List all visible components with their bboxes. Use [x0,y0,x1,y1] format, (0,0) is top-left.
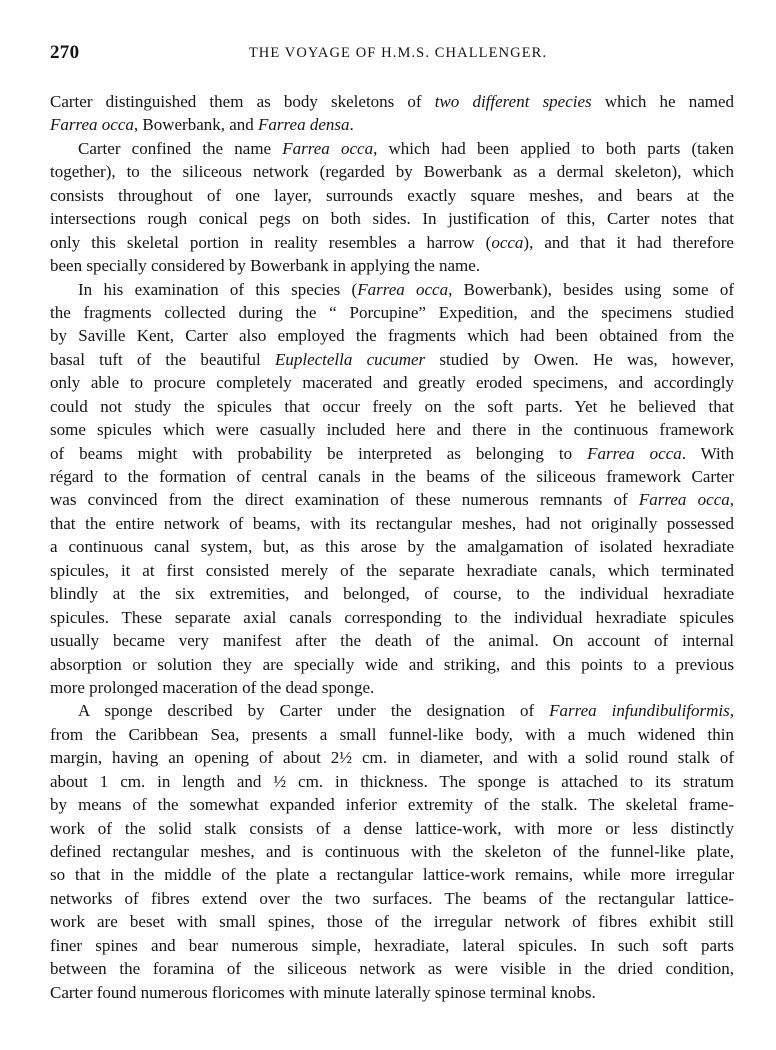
text-segment: . [349,115,354,135]
text-line [50,676,734,699]
italic-term: Farrea occa [50,115,134,135]
text-line [50,113,734,136]
text-segment: of beams might with probability be interpreted as belonging to [50,443,588,463]
text-segment: work are beset with small spines, those of the irregular network of fibres exhibit still [50,912,734,932]
text-line [50,863,734,886]
text-line [50,910,734,933]
text-line [50,348,734,371]
text-line [50,301,734,324]
text-segment: about 1 cm. in length and ½ cm. in thickness. The sponge is attached to its stratum [50,771,734,791]
text-segment: so that in the middle of the plate a rectangular lattice-work remains, while more irregular [50,865,734,885]
text-segment: régard to the formation of central canals in the beams of the siliceous framework Carter [50,467,734,486]
text-line [50,629,734,652]
page-number: 270 [50,42,80,63]
text-line [50,840,734,863]
text-segment: some spicules which were casually included here and there in the continuous framework [50,420,734,440]
italic-term: Farrea occa [357,279,449,299]
text-segment: usually became very manifest after the death of the animal. On account of internal [50,631,734,651]
text-line [50,582,734,605]
text-segment: more prolonged maceration of the dead sponge. [50,677,375,697]
text-segment: by means of the somewhat expanded inferior extremity of the stalk. The skeletal frame- [50,795,734,815]
text-line [50,746,734,769]
text-line [50,278,734,301]
text-segment: , [729,701,734,721]
text-segment: consists throughout of one layer, surrounds exactly square meshes, and bears at the [50,185,734,205]
text-segment: which he named [591,92,735,111]
text-segment: Carter distinguished them as body skeletons of [50,92,435,111]
italic-term: Farrea occa [282,138,374,158]
text-segment: , which had been applied to both parts (taken [373,138,735,158]
text-line [50,465,734,488]
text-line [50,512,734,535]
text-line [50,231,734,254]
text-segment: the fragments collected during the “ Porcupine” Expedition, and the specimens studied [50,302,734,322]
text-segment: been specially considered by Bowerbank in applying the name. [50,256,481,276]
text-line [50,653,734,676]
text-segment: . With [681,443,734,463]
text-line [50,90,734,113]
body-text [50,90,734,1004]
text-line [50,207,734,230]
text-line [50,137,734,160]
text-segment: ), and that it had therefore [523,232,734,252]
italic-term: Farrea occa [587,443,682,463]
text-segment: absorption or solution they are specially wide and striking, and this points to a previous [50,654,734,674]
text-line [50,442,734,465]
text-line [50,723,734,746]
text-line [50,981,734,1004]
text-line [50,793,734,816]
text-segment: work of the solid stalk consists of a dense lattice-work, with more or less distinctly [50,818,734,838]
text-line [50,395,734,418]
text-segment: Carter found numerous floricomes with minute laterally spinose terminal knobs. [50,982,596,1002]
text-segment: from the Caribbean Sea, presents a small funnel-like body, with a much widened thin [50,724,734,744]
text-line [50,606,734,629]
text-segment: margin, having an opening of about 2½ cm. in diameter, and with a solid round stalk of [50,748,734,768]
text-segment: between the foramina of the siliceous network as were visible in the dried condition, [50,959,734,979]
running-head [50,42,734,66]
text-segment: blindly at the six extremities, and belonged, of course, to the individual hexradiate [50,584,734,604]
text-line [50,160,734,183]
text-segment: In his examination of this species ( [78,279,358,299]
text-line [50,699,734,722]
text-segment: finer spines and bear numerous simple, hexradiate, lateral spicules. In such soft parts [50,935,734,955]
text-line [50,371,734,394]
italic-term: Euplectella cucumer [274,349,426,369]
text-line [50,488,734,511]
text-segment: that the entire network of beams, with its rectangular meshes, had not originally possessed [50,513,734,533]
text-segment: , Bowerbank), besides using some of [448,279,734,299]
text-segment: together), to the siliceous network (regarded by Bowerbank as a dermal skeleton), which [50,162,734,182]
text-line [50,817,734,840]
text-segment: basal tuft of the beautiful [50,349,275,369]
text-line [50,418,734,441]
italic-term: two different species [434,92,592,111]
text-line [50,254,734,277]
text-segment: by Saville Kent, Carter also employed the fragments which had been obtained from the [50,326,734,346]
italic-term: occa [491,232,524,252]
text-line [50,559,734,582]
text-segment: A sponge described by Carter under the designation of [78,701,550,721]
text-segment: spicules, it at first consisted merely of the separate hexradiate canals, which terminated [50,560,734,580]
text-line [50,324,734,347]
text-segment: could not study the spicules that occur freely on the soft parts. Yet he believed that [50,396,734,416]
running-title: THE VOYAGE OF H.M.S. CHALLENGER. [248,45,548,61]
italic-term: Farrea densa [258,115,350,135]
text-segment: spicules. These separate axial canals corresponding to the individual hexradiate spicules [50,607,734,627]
text-segment: defined rectangular meshes, and is continuous with the skeleton of the funnel-like plate, [50,842,734,861]
text-segment: studied by Owen. He was, however, [425,349,734,369]
text-line [50,934,734,957]
text-line [50,535,734,558]
italic-term: Farrea occa [638,490,730,510]
text-line [50,770,734,793]
text-segment: networks of fibres extend over the two surfaces. The beams of the rectangular lattice- [50,888,734,908]
text-segment: only able to procure completely macerated and greatly eroded specimens, and accordingly [50,373,734,393]
text-segment: a continuous canal system, but, as this arose by the amalgamation of isolated hexradiate [50,537,734,557]
text-line [50,184,734,207]
text-line [50,957,734,980]
text-segment: , Bowerbank, and [133,115,259,135]
text-segment: only this skeletal portion in reality resembles a harrow ( [50,232,492,252]
italic-term: Farrea infundibuliformis [549,701,730,721]
text-segment: Carter confined the name [78,138,283,158]
text-segment: was convinced from the direct examination of these numerous remnants of [50,490,639,510]
text-line [50,887,734,910]
text-segment: intersections rough conical pegs on both sides. In justification of this, Carter notes that [50,209,734,229]
text-segment: , [729,490,734,510]
